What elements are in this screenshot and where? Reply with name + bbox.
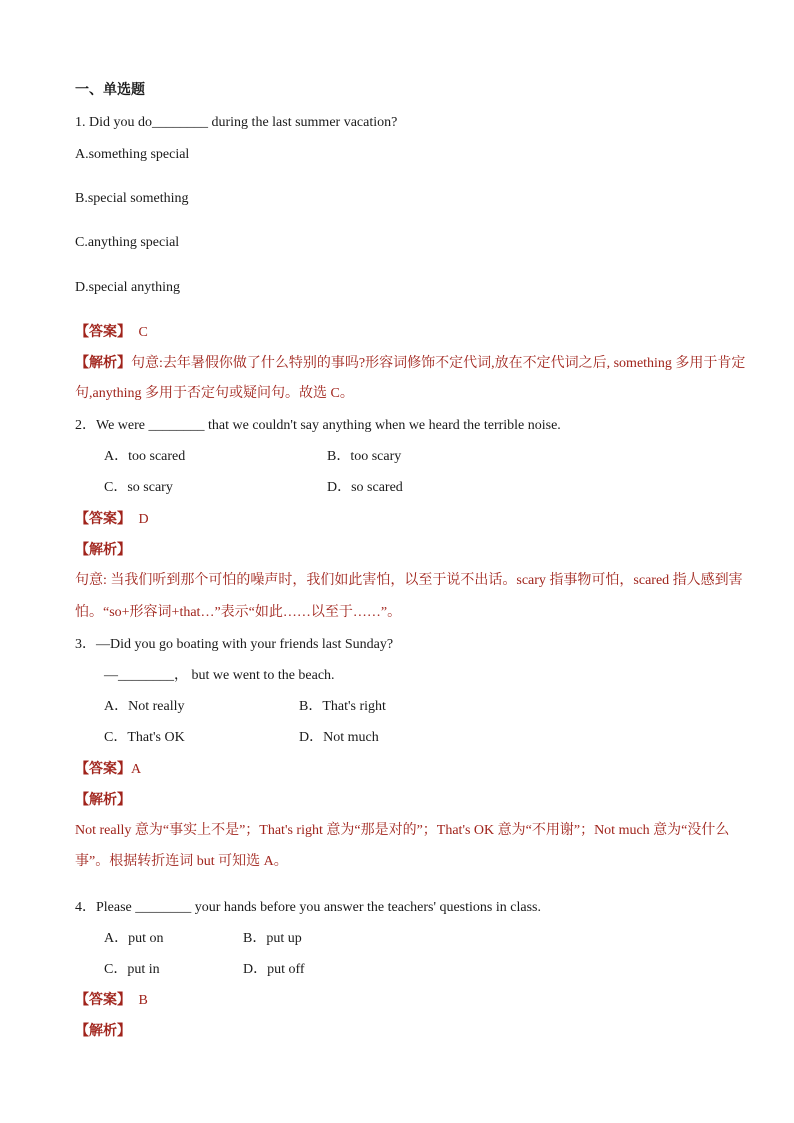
q2-option-b: B．too scary (327, 449, 402, 464)
q1-answer (75, 322, 148, 343)
answer-label: 【答案】 (75, 761, 131, 777)
q4-option-b: B．put up (243, 931, 302, 946)
answer-value: D (138, 512, 149, 527)
q2-stem: 2．We were ________ that we couldn't say anything when we heard the terrible noise. (75, 418, 561, 433)
q2-analysis-label: 【解析】 (75, 542, 131, 558)
q3-analysis-label: 【解析】 (75, 792, 131, 808)
q3-stem: 3．—Did you go boating with your friends last Sunday? (75, 637, 394, 652)
q4-option-c: C．put in (104, 962, 160, 977)
answer-value: C (138, 325, 148, 340)
q3-answer (75, 759, 141, 780)
answer-value: A (131, 762, 142, 777)
q4-option-a: A．put on (104, 931, 164, 946)
q4-option-d: D．put off (243, 962, 305, 977)
q3-option-d: D．Not much (299, 730, 379, 745)
answer-value: B (138, 993, 148, 1008)
q1-analysis-line2: 句,anything 多用于否定句或疑问句。故选 C。 (75, 386, 354, 401)
q1-option-d: D.special anything (75, 280, 180, 295)
q3-option-b: B．That's right (299, 699, 386, 714)
q2-option-c: C．so scary (104, 480, 173, 495)
q2-analysis-line2: 怕。“so+形容词+that…”表示“如此……以至于……”。 (75, 605, 402, 620)
analysis-text: 句意:去年暑假你做了什么特别的事吗?形容词修饰不定代词,放在不定代词之后, something 多用于肯定 (131, 356, 746, 371)
q1-stem: 1. Did you do________ during the last summer vacation? (75, 115, 398, 130)
q4-answer (75, 990, 148, 1011)
q2-option-d: D．so scared (327, 480, 403, 495)
q1-option-b: B.special something (75, 191, 189, 206)
q2-option-a: A．too scared (104, 449, 186, 464)
q3-reply: —________， but we went to the beach. (104, 668, 335, 683)
answer-label: 【答案】 (75, 992, 131, 1008)
answer-label: 【答案】 (75, 511, 131, 527)
answer-label: 【答案】 (75, 324, 131, 340)
analysis-label: 【解析】 (75, 355, 131, 371)
q3-analysis-line1: Not really 意为“事实上不是”；That's right 意为“那是对的”；That's OK 意为“不用谢”；Not much 意为“没什么 (75, 823, 730, 838)
q3-analysis-line2: 事”。根据转折连词 but 可知选 A。 (75, 854, 288, 869)
section-heading: 一、单选题 (75, 82, 145, 98)
q2-analysis-line1: 句意: 当我们听到那个可怕的噪声时，我们如此害怕，以至于说不出话。scary 指事物可怕，scared 指人感到害 (75, 573, 743, 588)
q4-stem: 4．Please ________ your hands before you answer the teachers' questions in class. (75, 900, 541, 915)
q1-option-c: C.anything special (75, 235, 180, 250)
q1-analysis-line1 (75, 353, 745, 374)
q3-option-a: A．Not really (104, 699, 185, 714)
q3-option-c: C．That's OK (104, 730, 185, 745)
q4-analysis-label: 【解析】 (75, 1023, 131, 1039)
q1-option-a: A.something special (75, 147, 190, 162)
q2-answer (75, 509, 149, 530)
